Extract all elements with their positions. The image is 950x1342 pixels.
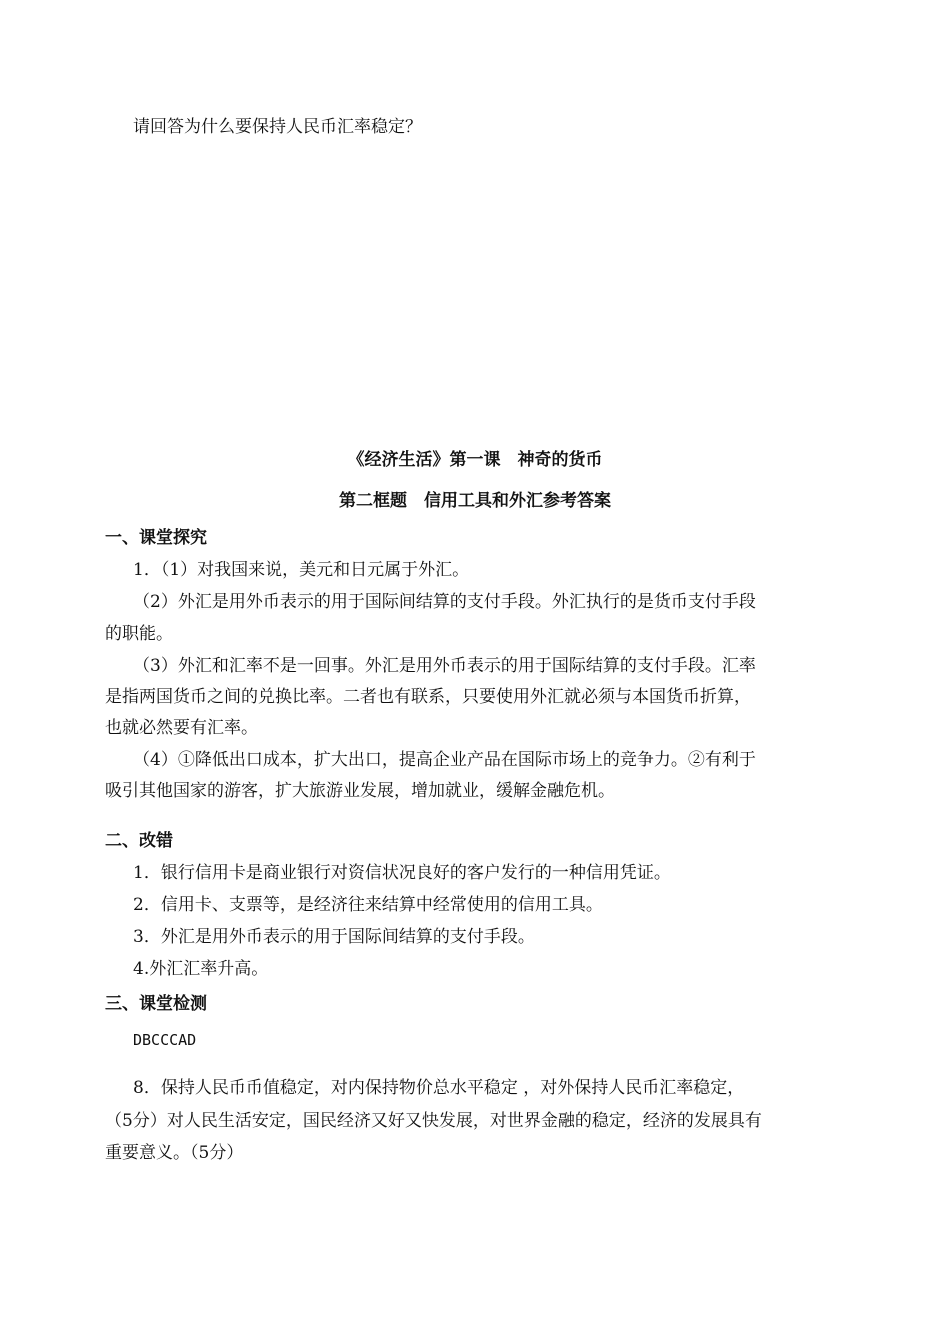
correction-line: 3．外汇是用外币表示的用于国际间结算的支付手段。 (133, 927, 535, 947)
answer-line: （3）外汇和汇率不是一回事。外汇是用外币表示的用于国际结算的支付手段。汇率 (133, 656, 756, 676)
essay-answer-line: 重要意义。（5分） (105, 1143, 244, 1163)
section-heading-classroom-inquiry: 一、课堂探究 (105, 528, 207, 548)
correction-line: 4.外汇汇率升高。 (133, 959, 269, 979)
answer-line: 1．（1）对我国来说，美元和日元属于外汇。 (133, 560, 470, 580)
section-heading-classroom-test: 三、课堂检测 (105, 994, 207, 1014)
answer-line: 吸引其他国家的游客，扩大旅游业发展，增加就业，缓解金融危机。 (105, 781, 615, 801)
answer-line: 的职能。 (105, 624, 173, 644)
answer-line: 也就必然要有汇率。 (105, 718, 258, 738)
essay-answer-line: 8．保持人民币币值稳定，对内保持物价总水平稳定 ，对外保持人民币汇率稳定， (133, 1078, 745, 1098)
answer-line: （4）①降低出口成本，扩大出口，提高企业产品在国际市场上的竞争力。②有利于 (133, 750, 756, 770)
document-title: 《经济生活》第一课 神奇的货币 (347, 450, 603, 470)
correction-line: 1．银行信用卡是商业银行对资信状况良好的客户发行的一种信用凭证。 (133, 863, 671, 883)
section-heading-corrections: 二、改错 (105, 831, 173, 851)
question-text: 请回答为什么要保持人民币汇率稳定？ (133, 117, 422, 137)
multiple-choice-answers: DBCCCAD (133, 1031, 197, 1049)
answer-line: 是指两国货币之间的兑换比率。二者也有联系，只要使用外汇就必须与本国货币折算， (105, 687, 751, 707)
correction-line: 2．信用卡、支票等，是经济往来结算中经常使用的信用工具。 (133, 895, 603, 915)
essay-answer-line: （5分）对人民生活安定，国民经济又好又快发展，对世界金融的稳定，经济的发展具有 (105, 1111, 762, 1131)
document-subtitle: 第二框题 信用工具和外汇参考答案 (339, 491, 611, 511)
answer-line: （2）外汇是用外币表示的用于国际间结算的支付手段。外汇执行的是货币支付手段 (133, 592, 756, 612)
